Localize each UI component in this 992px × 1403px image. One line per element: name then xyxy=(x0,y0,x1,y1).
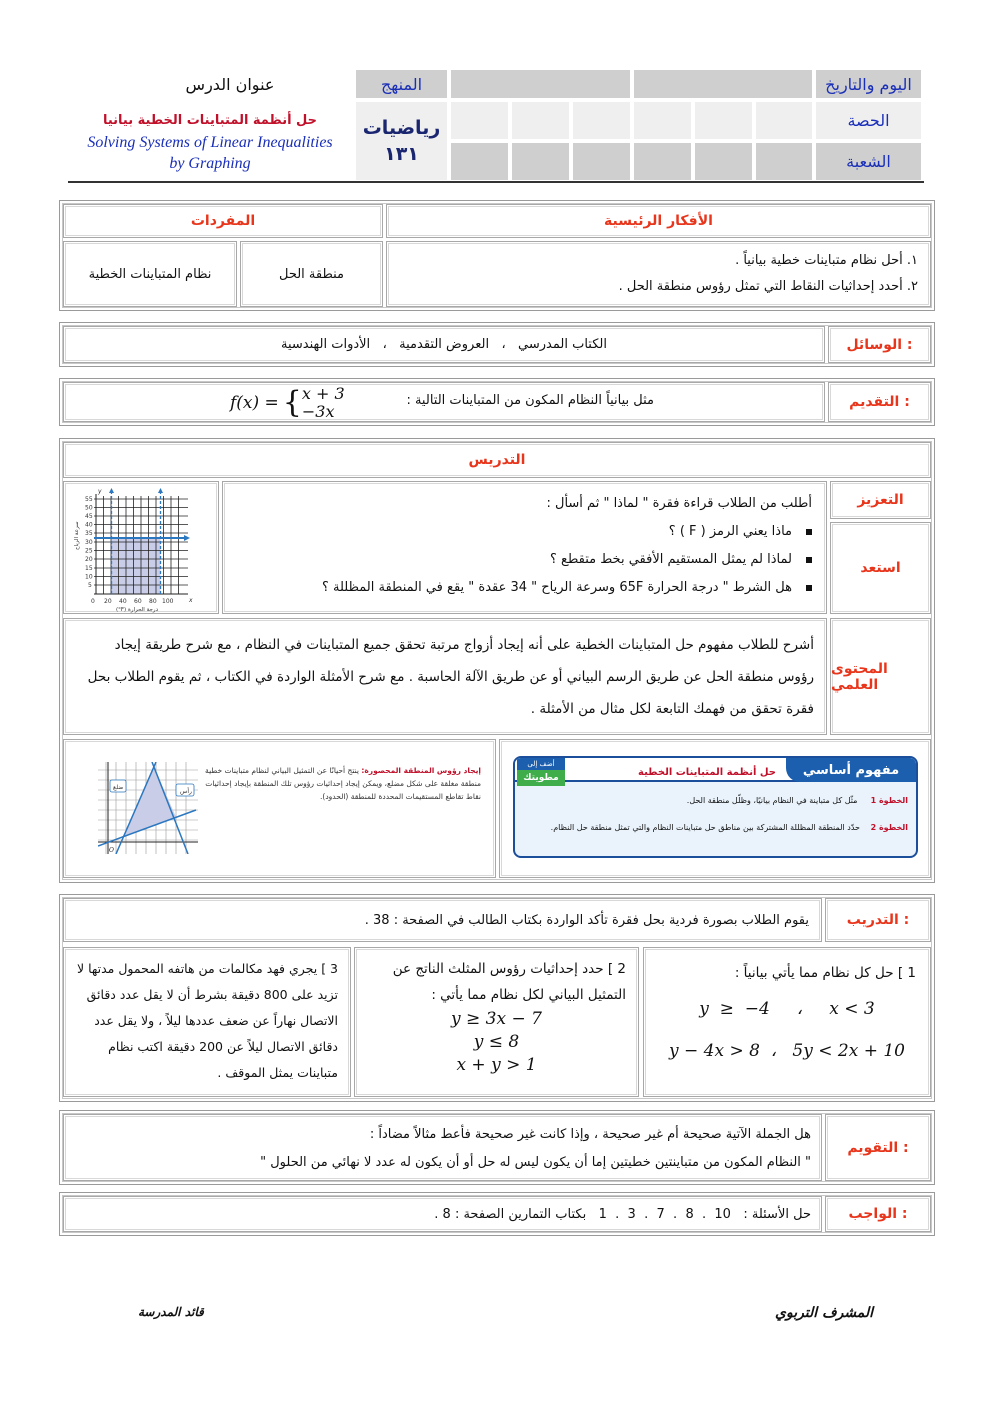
svg-text:35: 35 xyxy=(85,530,93,537)
svg-text:20: 20 xyxy=(104,598,112,605)
curriculum-value xyxy=(356,102,447,180)
tools-label: الوسائل : xyxy=(828,326,931,363)
step-2-label: الخطوة 2 xyxy=(870,823,908,832)
reinforce-label: التعزيز xyxy=(830,481,931,519)
formula-cases xyxy=(302,385,345,421)
tools-value: الكتاب المدرسي ، العروض التقدمية ، الأدوات الهندسية xyxy=(63,326,825,363)
main-idea-1: ١. أحل نظام متباينات خطية بيانياً . xyxy=(735,253,918,268)
practice-label: التدريب : xyxy=(825,898,931,942)
exercise-1-line-2: y − 4x > 8 ، 5y < 2x + 10 xyxy=(669,1041,905,1061)
svg-text:45: 45 xyxy=(85,513,93,520)
exercise-2-text: 2 ] حدد إحداثيات رؤوس المثلث الناتج عن التمثيل البياني لكل نظام مما يأتي : xyxy=(392,961,626,1003)
prepare-intro: أطلب من الطلاب قراءة فقرة " لماذا " ثم أسأل : xyxy=(546,496,812,511)
svg-text:55: 55 xyxy=(85,496,93,503)
curriculum-label: المنهج xyxy=(356,70,447,98)
question-1 xyxy=(237,518,812,546)
principal-signature: قائد المدرسة xyxy=(138,1305,204,1319)
date-field[interactable] xyxy=(634,70,812,98)
prepare-label: استعد xyxy=(830,522,931,614)
svg-text:40: 40 xyxy=(85,521,93,529)
foldable-top: أضف إلى xyxy=(517,758,565,770)
foldable-badge xyxy=(517,758,565,792)
svg-text:5: 5 xyxy=(88,582,92,589)
question-3 xyxy=(237,574,812,602)
science-content-text: أشرح للطلاب مفهوم حل المتباينات الخطية على أنه إيجاد أزواج مرتبة تحقق جميع المتباينات في النظام ، مع شرح طريقة إيجاد رؤوس منطقة الحل عن طريق الرسم البياني أو عن طريق الآلة الحاسبة . مع شرح الأمثلة الواردة في الكتاب ، ثم يقوم الطلاب بحل فقرة تحقق من فهمك التابعة لكل مثال من الأمثلة . xyxy=(63,618,827,735)
intro-content xyxy=(63,382,825,422)
assessment-question: هل الجملة الآتية صحيحة أم غير صحيحة ، وإذا كانت غير صحيحة فأعط مثالاً مضاداً : xyxy=(369,1127,811,1142)
formula-case-1: x + 3 xyxy=(301,384,345,403)
section-cell-4[interactable] xyxy=(573,143,630,180)
svg-text:40: 40 xyxy=(119,598,127,605)
vocabulary-title: المفردات xyxy=(63,204,383,238)
svg-text:25: 25 xyxy=(85,547,93,555)
foldable-bottom: مطويتك xyxy=(517,770,565,786)
section-cell-5[interactable] xyxy=(512,143,569,180)
vocab-term-2: نظام المتباينات الخطية xyxy=(63,241,237,307)
period-cell-4[interactable] xyxy=(573,102,630,139)
svg-text:80: 80 xyxy=(149,598,157,605)
intro-formula xyxy=(230,383,345,423)
svg-text:15: 15 xyxy=(85,565,93,572)
vertices-title: إيجاد رؤوس المنطقة المحصورة: xyxy=(361,766,481,775)
question-2 xyxy=(237,546,812,574)
svg-text:(°F) درجة الحرارة: (°F) درجة الحرارة xyxy=(116,607,159,613)
svg-text:20: 20 xyxy=(85,556,93,563)
main-idea-2: ٢. أحدد إحداثيات النقاط التي تمثل رؤوس منطقة الحل . xyxy=(618,279,918,294)
curriculum-code: ١٣١ xyxy=(384,143,419,165)
exercise-3: 3 ] يجري فهد مكالمات من هاتفه المحمول مدتها لا تزيد على 800 دقيقة بشرط أن لا يقل عدد دقائق الاتصال نهاراً عن ضعف عددها ليلاً ، ولا يقل عدد دقائق الاتصال ليلاً عن 200 دقيقة اكتب نظام متباينات يمثل الموقف . xyxy=(63,947,351,1097)
header-divider xyxy=(68,181,924,183)
vertices-panel xyxy=(63,739,496,878)
step-1-text: مثّل كل متباينة في النظام بيانيًا، وظلّل منطقة الحل. xyxy=(686,796,858,805)
vertex-callout: رأس xyxy=(180,788,192,795)
section-cell-6[interactable] xyxy=(451,143,508,180)
bullet-icon xyxy=(806,557,812,563)
section-label: الشعبة xyxy=(816,143,921,180)
vertices-text: ينتج أحيانًا عن التمثيل البياني لنظام متباينات خطية منطقة مغلقة على شكل مضلع، ويمكن إيجاد إحداثيات رؤوس تلك المنطقة بإيجاد إحداثيات نقاط تقاطع المستقيمات المحددة للمنطقة (الحدود). xyxy=(205,766,481,801)
formula-case-2: −3x xyxy=(301,402,335,421)
concept-title: حل أنظمة المتباينات الخطية xyxy=(638,767,776,778)
period-cell-2[interactable] xyxy=(695,102,752,139)
curriculum-subject: رياضيات xyxy=(362,117,441,139)
main-ideas-list xyxy=(386,241,931,307)
exercise-2-line-3: x + y > 1 xyxy=(456,1055,537,1075)
assessment-statement: " النظام المكون من متباينتين خطيتين إما أن يكون ليس له حل أو أن يكون له عدد لا نهائي من الحلول " xyxy=(260,1155,811,1170)
lesson-title-label: عنوان الدرس xyxy=(185,74,275,94)
exercise-1-line-1: y ≥ −4 ، x < 3 xyxy=(699,999,875,1019)
period-label: الحصة xyxy=(816,102,921,139)
exercise-2-line-2: y ≤ 8 xyxy=(473,1032,520,1052)
intro-label: التقديم : xyxy=(828,382,931,422)
bullet-icon xyxy=(806,585,812,591)
svg-text:O: O xyxy=(109,847,114,854)
section-cell-2[interactable] xyxy=(695,143,752,180)
concept-step-2 xyxy=(518,820,908,836)
svg-text:y: y xyxy=(98,488,102,495)
period-cell-3[interactable] xyxy=(634,102,691,139)
practice-text: يقوم الطلاب بصورة فردية بحل فقرة تأكد الواردة بكتاب الطالب في الصفحة : 38 . xyxy=(63,898,822,942)
question-2-text: لماذا لم يمثل المستقيم الأفقي بخط متقطع ؟ xyxy=(550,552,792,567)
lesson-title-en-1: Solving Systems of Linear Inequalities xyxy=(87,134,333,151)
lesson-title-en-2: by Graphing xyxy=(169,155,251,172)
formula-brace: { xyxy=(282,385,302,420)
main-ideas-title: الأفكار الرئيسية xyxy=(386,204,931,238)
prepare-content xyxy=(222,481,827,614)
vertices-text-block xyxy=(196,764,481,803)
key-concept-box xyxy=(513,756,918,858)
period-cell-5[interactable] xyxy=(512,102,569,139)
period-cell-1[interactable] xyxy=(756,102,812,139)
svg-text:0: 0 xyxy=(91,598,95,605)
exercise-1 xyxy=(643,947,931,1097)
bullet-icon xyxy=(806,529,812,535)
svg-text:50: 50 xyxy=(85,504,93,512)
section-cell-3[interactable] xyxy=(634,143,691,180)
science-content-label: المحتوى العلمي xyxy=(830,618,931,735)
step-2-text: حدّد المنطقة المظللة المشتركة بين مناطق حل متباينات النظام والتي تمثل منطقة حل النظام. xyxy=(550,823,860,832)
assessment-content xyxy=(63,1114,822,1181)
question-3-text: هل الشرط " درجة الحرارة 65F وسرعة الرياح " 34 عقدة " يقع في المنطقة المظللة ؟ xyxy=(322,580,792,595)
lesson-title-ar: حل أنظمة المتباينات الخطية بيانيا xyxy=(102,113,318,128)
svg-text:10: 10 xyxy=(85,573,93,581)
exercise-2 xyxy=(354,947,639,1097)
svg-text:60: 60 xyxy=(134,598,142,605)
exercise-2-line-1: y ≥ 3x − 7 xyxy=(451,1009,542,1029)
formula-lhs: f(x) = xyxy=(230,393,279,413)
wind-temperature-graph xyxy=(63,481,219,614)
concept-header: مفهوم أساسي xyxy=(786,758,916,782)
homework-label: الواجب : xyxy=(825,1196,931,1232)
intro-text: مثل بيانياً النظام المكون من المتباينات التالية : xyxy=(406,393,654,408)
section-cell-1[interactable] xyxy=(756,143,812,180)
concept-step-1 xyxy=(518,794,908,808)
assessment-label: التقويم : xyxy=(825,1114,931,1181)
date-label: اليوم والتاريخ xyxy=(816,70,921,98)
svg-text:100: 100 xyxy=(162,598,174,605)
lesson-title xyxy=(68,110,352,174)
svg-text:ضلع: ضلع xyxy=(113,784,124,791)
period-cell-6[interactable] xyxy=(451,102,508,139)
teaching-title: التدريس xyxy=(63,442,931,478)
step-1-label: الخطوة 1 xyxy=(870,796,908,805)
homework-text: حل الأسئلة : 10 . 8 . 7 . 3 . 1 بكتاب التمارين الصفحة : 8 . xyxy=(63,1196,822,1232)
exercise-1-text: 1 ] حل كل نظام مما يأتي بيانياً : xyxy=(734,965,916,981)
svg-text:x: x xyxy=(189,597,193,604)
svg-text:30: 30 xyxy=(85,539,93,546)
question-1-text: ماذا يعني الرمز ( F ) ؟ xyxy=(668,524,792,539)
triangle-graph xyxy=(98,762,198,854)
supervisor-signature: المشرف التربوي xyxy=(775,1305,874,1321)
svg-text:سرعة الرياح: سرعة الرياح xyxy=(74,521,80,550)
date-field-2[interactable] xyxy=(451,70,630,98)
graph-svg xyxy=(64,482,220,615)
vocab-term-1: منطقة الحل xyxy=(240,241,383,307)
